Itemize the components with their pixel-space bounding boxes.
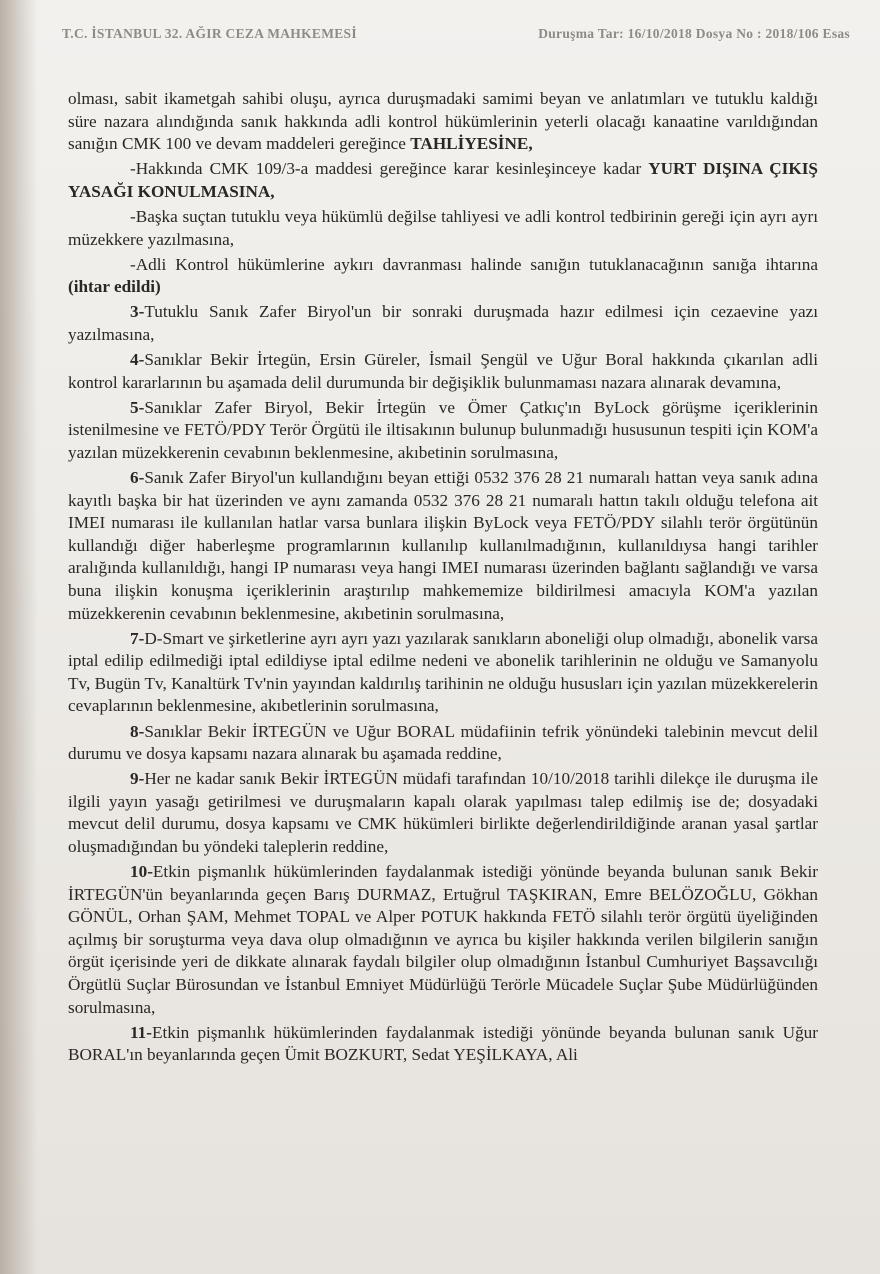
paragraph-item-6: 6-Sanık Zafer Biryol'un kullandığını beyan ettiği 0532 376 28 21 numaralı hattan veya sanık adına kayıtlı başka bir hat üzerinden ve aynı zamanda 0532 376 28 21 numaralı hattın takılı olduğu telefona ait IMEI numarası ile kullanılan hatlar varsa bunlara ilişkin ByLock veya FETÖ/PDY silahlı terör örgütünün kullandığı diğer haberleşme programlarının kullanılıp kullanılmadığının, kullanıldıysa hangi tarihler aralığında kullanıldığı, hangi IP numarası veya hangi IMEI numarası üzerinden bağlantı sağlandığı ve varsa buna ilişkin konuşma içeriklerinin araştırılıp mahkememize bildirilmesi amacıyla KOM'a yazılan müzekkerenin cevabının beklenmesine, akıbetinin sorulmasına, (68, 468, 818, 623)
hearing-meta: Duruşma Tar: 16/10/2018 Dosya No : 2018/106 Esas (538, 26, 850, 41)
paragraph-item-10: 10-Etkin pişmanlık hükümlerinden faydalanmak istediği yönünde beyanda bulunan sanık Bekir İRTEGÜN'ün beyanlarında geçen Barış DURMAZ, Ertuğrul TAŞKIRAN, Emre BELÖZOĞLU, Gökhan GÖNÜL, Orhan ŞAM, Mehmet TOPAL ve Alper POTUK hakkında FETÖ silahlı terör örgütü üyeliğinden açılmış bir soruşturma veya dava olup olmadığının ve ayrıca bu kişiler hakkında verilen bilgilerin sanığın örgüt içerisinde yeri de dikkate alınarak faydalı bilgiler olup olmadığının İstanbul Cumhuriyet Başsavcılığı Örgütlü Suçlar Bürosundan ve İstanbul Emniyet Müdürlüğü Terörle Mücadele Suçlar Şube Müdürlüğünden sorulmasına, (68, 862, 818, 1017)
paragraph-item-9: 9-Her ne kadar sanık Bekir İRTEGÜN müdafi tarafından 10/10/2018 tarihli dilekçe ile duruşma ile ilgili yayın yasağı getirilmesi ve duruşmaların kapalı olarak yapılması talep edilmiş ise de; dosyadaki mevcut delil durumu, dosya kapsamı ve CMK hükümleri birlikte değerlendirildiğinde aranan yasal şartlar oluşmadığından bu yöndeki taleplerin reddine, (68, 769, 818, 856)
item-number: 11- (130, 1022, 152, 1042)
travel-ban-decision: YURT DIŞINA ÇIKIŞ YASAĞI KONULMASINA, (68, 159, 818, 201)
paragraph-item-11: 11-Etkin pişmanlık hükümlerinden faydalanmak istediği yönünde beyanda bulunan sanık Uğur BORAL'ın beyanlarında geçen Ümit BOZKURT, Sedat YEŞİLKAYA, Ali (68, 1022, 818, 1065)
paragraph-warning: -Adli Kontrol hükümlerine aykırı davranması halinde sanığın tutuklanacağının sanığa ihtarına (ihtar edildi) (68, 254, 818, 297)
page-shadow (0, 0, 38, 1274)
paragraph-travel-ban: -Hakkında CMK 109/3-a maddesi gereğince karar kesinleşinceye kadar YURT DIŞINA ÇIKIŞ YASAĞI KONULMASINA, (68, 159, 818, 201)
item-number: 8- (130, 721, 145, 741)
paragraph-item-4: 4-Sanıklar Bekir İrtegün, Ersin Güreler, İsmail Şengül ve Uğur Boral hakkında çıkarılan adli kontrol kararlarının bu aşamada delil durumunda bir değişiklik bulunmaması nazara alınarak devamına, (68, 350, 818, 392)
item-number: 4- (130, 350, 145, 370)
paragraph-item-8: 8-Sanıklar Bekir İRTEGÜN ve Uğur BORAL müdafiinin tefrik yönündeki talebinin mevcut delil durumu ve dosya kapsamı nazara alınarak bu aşamada reddine, (68, 721, 818, 764)
paragraph-release: olması, sabit ikametgah sahibi oluşu, ayrıca duruşmadaki samimi beyan ve anlatımları ve tutuklu kaldığı süre nazara alındığında sanık hakkında adli kontrol hükümlerinin yeterli olacağı kanaatine varıldığından sanığın CMK 100 ve devam maddeleri gereğince TAHLİYESİNE, (68, 89, 818, 154)
paragraph-memo: -Başka suçtan tutuklu veya hükümlü değilse tahliyesi ve adli kontrol tedbirinin gereği için ayrı ayrı müzekkere yazılmasına, (68, 206, 818, 249)
paragraph-item-3: 3-Tutuklu Sanık Zafer Biryol'un bir sonraki duruşmada hazır edilmesi için cezaevine yazı yazılmasına, (68, 302, 818, 344)
warning-given: (ihtar edildi) (68, 277, 161, 297)
document-body (68, 88, 818, 1067)
item-number: 5- (130, 397, 145, 417)
item-number: 7- (130, 628, 145, 648)
page-header (62, 22, 850, 46)
item-number: 3- (130, 302, 145, 322)
item-number: 9- (130, 769, 145, 789)
paragraph-item-5: 5-Sanıklar Zafer Biryol, Bekir İrtegün ve Ömer Çatkıç'ın ByLock görüşme içeriklerinin istenilmesine ve FETÖ/PDY Terör Örgütü ile iltisakının bulunup bulunmadığı hususunun tespiti için KOM'a yazılan müzekkerenin cevabının beklenmesine, akıbetinin sorulmasına, (68, 397, 818, 462)
paragraph-item-7: 7-D-Smart ve şirketlerine ayrı ayrı yazı yazılarak sanıkların aboneliği olup olmadığı, abonelik varsa iptal edilip edilmediği iptal edildiyse iptal edilme nedeni ve abonelik tarihlerinin ne olduğu ve Samanyolu Tv, Bugün Tv, Kanaltürk Tv'nin yayından kaldırılış tarihinin ne olduğu hususları için yazılan müzekkerelerin cevaplarının beklenmesine, akıbetlerinin sorulmasına, (68, 628, 818, 716)
item-number: 10- (130, 862, 153, 882)
release-decision: TAHLİYESİNE, (410, 134, 533, 154)
court-name: T.C. İSTANBUL 32. AĞIR CEZA MAHKEMESİ (62, 26, 357, 41)
item-number: 6- (130, 468, 145, 487)
